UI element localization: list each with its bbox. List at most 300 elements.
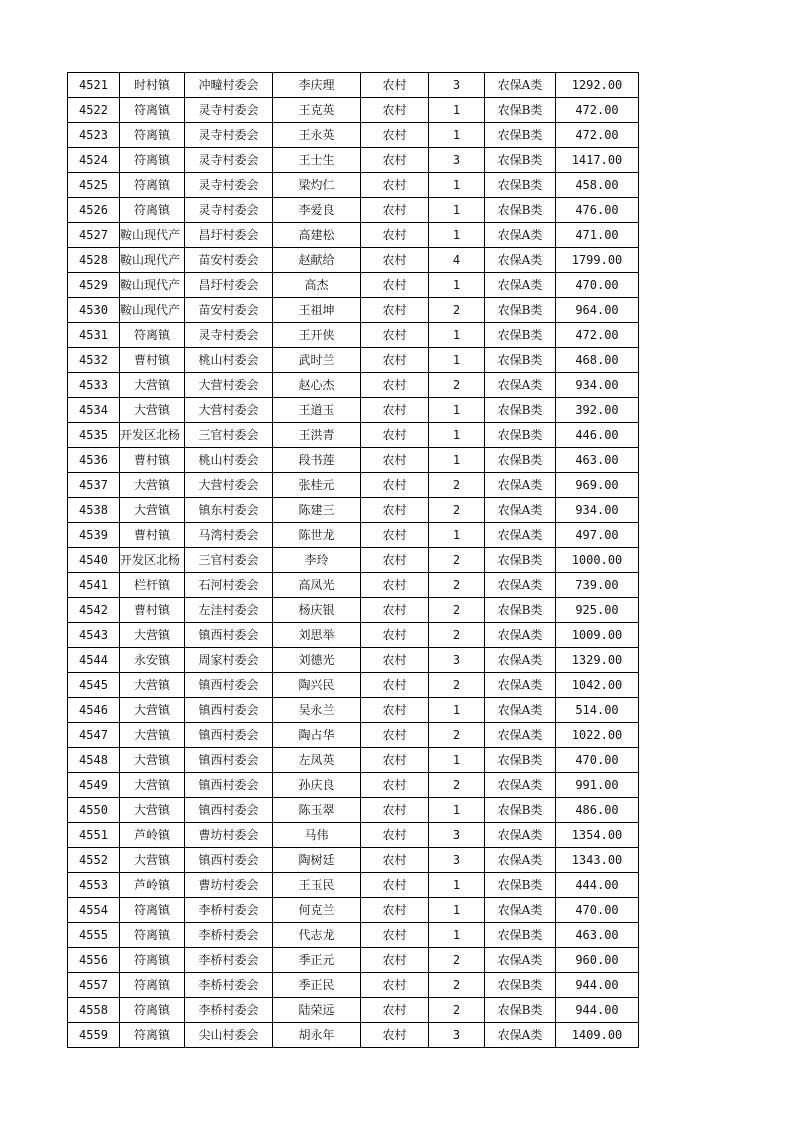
member-count-cell: 4	[429, 248, 485, 273]
person-name-cell: 陈建三	[273, 498, 361, 523]
row-number-cell: 4552	[68, 848, 120, 873]
village-cell: 李桥村委会	[185, 998, 273, 1023]
town-cell: 符离镇	[120, 148, 185, 173]
table-row	[68, 348, 639, 373]
person-name-cell: 左凤英	[273, 748, 361, 773]
household-type-cell: 农村	[361, 823, 429, 848]
village-cell: 灵寺村委会	[185, 148, 273, 173]
table-row	[68, 448, 639, 473]
town-cell: 符离镇	[120, 973, 185, 998]
amount-cell: 470.00	[556, 273, 639, 298]
person-name-cell: 王祖坤	[273, 298, 361, 323]
amount-cell: 497.00	[556, 523, 639, 548]
row-number-cell: 4545	[68, 673, 120, 698]
insurance-category-cell: 农保A类	[485, 673, 556, 698]
household-type-cell: 农村	[361, 373, 429, 398]
row-number-cell: 4547	[68, 723, 120, 748]
table-row	[68, 323, 639, 348]
row-number-cell: 4543	[68, 623, 120, 648]
amount-cell: 944.00	[556, 998, 639, 1023]
town-cell: 大营镇	[120, 773, 185, 798]
insurance-category-cell: 农保B类	[485, 598, 556, 623]
table-row	[68, 773, 639, 798]
table-row	[68, 598, 639, 623]
household-type-cell: 农村	[361, 873, 429, 898]
town-cell: 大营镇	[120, 673, 185, 698]
village-cell: 尖山村委会	[185, 1023, 273, 1048]
household-type-cell: 农村	[361, 148, 429, 173]
insurance-category-cell: 农保B类	[485, 448, 556, 473]
person-name-cell: 季正元	[273, 948, 361, 973]
insurance-category-cell: 农保A类	[485, 948, 556, 973]
insurance-category-cell: 农保A类	[485, 573, 556, 598]
amount-cell: 470.00	[556, 898, 639, 923]
town-cell: 符离镇	[120, 948, 185, 973]
row-number-cell: 4533	[68, 373, 120, 398]
household-type-cell: 农村	[361, 473, 429, 498]
village-cell: 昌圩村委会	[185, 223, 273, 248]
amount-cell: 925.00	[556, 598, 639, 623]
member-count-cell: 3	[429, 148, 485, 173]
village-cell: 大营村委会	[185, 473, 273, 498]
town-cell: 大营镇	[120, 398, 185, 423]
household-type-cell: 农村	[361, 273, 429, 298]
household-type-cell: 农村	[361, 948, 429, 973]
row-number-cell: 4550	[68, 798, 120, 823]
person-name-cell: 王开侠	[273, 323, 361, 348]
member-count-cell: 1	[429, 923, 485, 948]
household-type-cell: 农村	[361, 848, 429, 873]
row-number-cell: 4538	[68, 498, 120, 523]
village-cell: 灵寺村委会	[185, 123, 273, 148]
member-count-cell: 3	[429, 823, 485, 848]
person-name-cell: 陶树廷	[273, 848, 361, 873]
amount-cell: 944.00	[556, 973, 639, 998]
table-row	[68, 798, 639, 823]
town-cell: 符离镇	[120, 173, 185, 198]
village-cell: 桃山村委会	[185, 448, 273, 473]
town-cell: 曹村镇	[120, 598, 185, 623]
town-cell: 开发区北杨	[120, 548, 185, 573]
town-cell: 大营镇	[120, 723, 185, 748]
village-cell: 灵寺村委会	[185, 173, 273, 198]
amount-cell: 991.00	[556, 773, 639, 798]
town-cell: 栏杆镇	[120, 573, 185, 598]
member-count-cell: 2	[429, 598, 485, 623]
member-count-cell: 1	[429, 348, 485, 373]
village-cell: 桃山村委会	[185, 348, 273, 373]
village-cell: 灵寺村委会	[185, 98, 273, 123]
town-cell: 鞍山现代产	[120, 223, 185, 248]
table-row	[68, 473, 639, 498]
person-name-cell: 王洪青	[273, 423, 361, 448]
amount-cell: 964.00	[556, 298, 639, 323]
household-type-cell: 农村	[361, 198, 429, 223]
village-cell: 左洼村委会	[185, 598, 273, 623]
table-row	[68, 748, 639, 773]
village-cell: 苗安村委会	[185, 298, 273, 323]
village-cell: 镇西村委会	[185, 798, 273, 823]
amount-cell: 446.00	[556, 423, 639, 448]
insurance-category-cell: 农保A类	[485, 248, 556, 273]
household-type-cell: 农村	[361, 648, 429, 673]
town-cell: 曹村镇	[120, 448, 185, 473]
table-row	[68, 398, 639, 423]
village-cell: 镇西村委会	[185, 673, 273, 698]
member-count-cell: 3	[429, 848, 485, 873]
table-row	[68, 148, 639, 173]
town-cell: 大营镇	[120, 698, 185, 723]
insurance-category-cell: 农保B类	[485, 798, 556, 823]
town-cell: 大营镇	[120, 748, 185, 773]
amount-cell: 463.00	[556, 448, 639, 473]
row-number-cell: 4557	[68, 973, 120, 998]
member-count-cell: 2	[429, 673, 485, 698]
household-type-cell: 农村	[361, 623, 429, 648]
household-type-cell: 农村	[361, 423, 429, 448]
person-name-cell: 李庆理	[273, 73, 361, 98]
insurance-category-cell: 农保A类	[485, 898, 556, 923]
member-count-cell: 2	[429, 998, 485, 1023]
row-number-cell: 4559	[68, 1023, 120, 1048]
table-row	[68, 623, 639, 648]
amount-cell: 486.00	[556, 798, 639, 823]
village-cell: 灵寺村委会	[185, 198, 273, 223]
person-name-cell: 王克英	[273, 98, 361, 123]
town-cell: 符离镇	[120, 923, 185, 948]
village-cell: 镇西村委会	[185, 748, 273, 773]
village-cell: 李桥村委会	[185, 898, 273, 923]
row-number-cell: 4541	[68, 573, 120, 598]
village-cell: 冲疃村委会	[185, 73, 273, 98]
person-name-cell: 段书莲	[273, 448, 361, 473]
row-number-cell: 4529	[68, 273, 120, 298]
row-number-cell: 4527	[68, 223, 120, 248]
amount-cell: 934.00	[556, 373, 639, 398]
person-name-cell: 刘德光	[273, 648, 361, 673]
table-row	[68, 298, 639, 323]
village-cell: 石河村委会	[185, 573, 273, 598]
amount-cell: 1409.00	[556, 1023, 639, 1048]
member-count-cell: 2	[429, 773, 485, 798]
town-cell: 芦岭镇	[120, 823, 185, 848]
town-cell: 曹村镇	[120, 348, 185, 373]
household-type-cell: 农村	[361, 798, 429, 823]
row-number-cell: 4524	[68, 148, 120, 173]
household-type-cell: 农村	[361, 98, 429, 123]
amount-cell: 444.00	[556, 873, 639, 898]
table-row	[68, 648, 639, 673]
row-number-cell: 4521	[68, 73, 120, 98]
row-number-cell: 4540	[68, 548, 120, 573]
amount-cell: 476.00	[556, 198, 639, 223]
member-count-cell: 2	[429, 298, 485, 323]
member-count-cell: 3	[429, 648, 485, 673]
insurance-category-cell: 农保A类	[485, 1023, 556, 1048]
insurance-category-cell: 农保B类	[485, 548, 556, 573]
member-count-cell: 1	[429, 223, 485, 248]
insurance-category-cell: 农保B类	[485, 148, 556, 173]
amount-cell: 1417.00	[556, 148, 639, 173]
village-cell: 镇东村委会	[185, 498, 273, 523]
village-cell: 苗安村委会	[185, 248, 273, 273]
person-name-cell: 李玲	[273, 548, 361, 573]
row-number-cell: 4523	[68, 123, 120, 148]
village-cell: 曹坊村委会	[185, 823, 273, 848]
household-type-cell: 农村	[361, 398, 429, 423]
insurance-category-cell: 农保A类	[485, 773, 556, 798]
amount-cell: 960.00	[556, 948, 639, 973]
table-row	[68, 723, 639, 748]
member-count-cell: 1	[429, 123, 485, 148]
town-cell: 符离镇	[120, 98, 185, 123]
person-name-cell: 王道玉	[273, 398, 361, 423]
household-type-cell: 农村	[361, 223, 429, 248]
household-type-cell: 农村	[361, 598, 429, 623]
insurance-category-cell: 农保B类	[485, 348, 556, 373]
village-cell: 李桥村委会	[185, 948, 273, 973]
amount-cell: 1000.00	[556, 548, 639, 573]
household-type-cell: 农村	[361, 523, 429, 548]
person-name-cell: 王士生	[273, 148, 361, 173]
table-row	[68, 948, 639, 973]
person-name-cell: 陈玉翠	[273, 798, 361, 823]
amount-cell: 1354.00	[556, 823, 639, 848]
household-type-cell: 农村	[361, 1023, 429, 1048]
town-cell: 鞍山现代产	[120, 273, 185, 298]
member-count-cell: 1	[429, 873, 485, 898]
insurance-category-cell: 农保B类	[485, 923, 556, 948]
row-number-cell: 4548	[68, 748, 120, 773]
member-count-cell: 1	[429, 898, 485, 923]
household-type-cell: 农村	[361, 448, 429, 473]
row-number-cell: 4537	[68, 473, 120, 498]
table-row	[68, 973, 639, 998]
village-cell: 马湾村委会	[185, 523, 273, 548]
village-cell: 大营村委会	[185, 373, 273, 398]
insurance-category-cell: 农保A类	[485, 848, 556, 873]
town-cell: 大营镇	[120, 498, 185, 523]
row-number-cell: 4558	[68, 998, 120, 1023]
household-type-cell: 农村	[361, 973, 429, 998]
person-name-cell: 张桂元	[273, 473, 361, 498]
household-type-cell: 农村	[361, 498, 429, 523]
amount-cell: 472.00	[556, 323, 639, 348]
insurance-category-cell: 农保B类	[485, 398, 556, 423]
town-cell: 时村镇	[120, 73, 185, 98]
member-count-cell: 2	[429, 723, 485, 748]
town-cell: 鞍山现代产	[120, 298, 185, 323]
amount-cell: 1042.00	[556, 673, 639, 698]
row-number-cell: 4551	[68, 823, 120, 848]
village-cell: 李桥村委会	[185, 973, 273, 998]
table-row	[68, 173, 639, 198]
person-name-cell: 陶占华	[273, 723, 361, 748]
town-cell: 曹村镇	[120, 523, 185, 548]
town-cell: 开发区北杨	[120, 423, 185, 448]
row-number-cell: 4542	[68, 598, 120, 623]
household-type-cell: 农村	[361, 348, 429, 373]
person-name-cell: 杨庆银	[273, 598, 361, 623]
village-cell: 镇西村委会	[185, 773, 273, 798]
person-name-cell: 马伟	[273, 823, 361, 848]
person-name-cell: 王玉民	[273, 873, 361, 898]
insurance-category-cell: 农保A类	[485, 273, 556, 298]
row-number-cell: 4553	[68, 873, 120, 898]
member-count-cell: 1	[429, 323, 485, 348]
insurance-category-cell: 农保A类	[485, 498, 556, 523]
insurance-category-cell: 农保A类	[485, 698, 556, 723]
household-type-cell: 农村	[361, 548, 429, 573]
insurance-category-cell: 农保A类	[485, 223, 556, 248]
table-row	[68, 198, 639, 223]
town-cell: 大营镇	[120, 798, 185, 823]
household-type-cell: 农村	[361, 698, 429, 723]
insurance-category-cell: 农保B类	[485, 748, 556, 773]
table-row	[68, 273, 639, 298]
household-type-cell: 农村	[361, 898, 429, 923]
row-number-cell: 4534	[68, 398, 120, 423]
row-number-cell: 4526	[68, 198, 120, 223]
amount-cell: 468.00	[556, 348, 639, 373]
village-cell: 镇西村委会	[185, 623, 273, 648]
member-count-cell: 3	[429, 1023, 485, 1048]
village-cell: 镇西村委会	[185, 848, 273, 873]
town-cell: 鞍山现代产	[120, 248, 185, 273]
member-count-cell: 2	[429, 373, 485, 398]
amount-cell: 1292.00	[556, 73, 639, 98]
member-count-cell: 2	[429, 573, 485, 598]
table-row	[68, 1023, 639, 1048]
member-count-cell: 1	[429, 273, 485, 298]
table-row	[68, 223, 639, 248]
row-number-cell: 4536	[68, 448, 120, 473]
person-name-cell: 高凤光	[273, 573, 361, 598]
amount-cell: 1799.00	[556, 248, 639, 273]
member-count-cell: 2	[429, 948, 485, 973]
household-type-cell: 农村	[361, 998, 429, 1023]
member-count-cell: 1	[429, 698, 485, 723]
insurance-category-cell: 农保A类	[485, 373, 556, 398]
member-count-cell: 2	[429, 548, 485, 573]
town-cell: 符离镇	[120, 123, 185, 148]
amount-cell: 934.00	[556, 498, 639, 523]
row-number-cell: 4556	[68, 948, 120, 973]
town-cell: 大营镇	[120, 623, 185, 648]
amount-cell: 472.00	[556, 123, 639, 148]
row-number-cell: 4539	[68, 523, 120, 548]
person-name-cell: 高杰	[273, 273, 361, 298]
village-cell: 灵寺村委会	[185, 323, 273, 348]
person-name-cell: 吴永兰	[273, 698, 361, 723]
village-cell: 镇西村委会	[185, 723, 273, 748]
town-cell: 永安镇	[120, 648, 185, 673]
amount-cell: 463.00	[556, 923, 639, 948]
household-type-cell: 农村	[361, 573, 429, 598]
person-name-cell: 赵心杰	[273, 373, 361, 398]
table-row	[68, 673, 639, 698]
person-name-cell: 武时兰	[273, 348, 361, 373]
table-row	[68, 73, 639, 98]
town-cell: 大营镇	[120, 373, 185, 398]
household-type-cell: 农村	[361, 73, 429, 98]
town-cell: 符离镇	[120, 998, 185, 1023]
person-name-cell: 赵献给	[273, 248, 361, 273]
village-cell: 昌圩村委会	[185, 273, 273, 298]
data-table	[67, 72, 639, 1048]
town-cell: 符离镇	[120, 323, 185, 348]
person-name-cell: 季正民	[273, 973, 361, 998]
member-count-cell: 1	[429, 748, 485, 773]
household-type-cell: 农村	[361, 323, 429, 348]
table-row	[68, 423, 639, 448]
insurance-category-cell: 农保A类	[485, 823, 556, 848]
village-cell: 李桥村委会	[185, 923, 273, 948]
town-cell: 芦岭镇	[120, 873, 185, 898]
household-type-cell: 农村	[361, 123, 429, 148]
member-count-cell: 1	[429, 198, 485, 223]
household-type-cell: 农村	[361, 723, 429, 748]
person-name-cell: 陆荣远	[273, 998, 361, 1023]
member-count-cell: 1	[429, 173, 485, 198]
person-name-cell: 何克兰	[273, 898, 361, 923]
insurance-category-cell: 农保B类	[485, 298, 556, 323]
town-cell: 符离镇	[120, 198, 185, 223]
insurance-category-cell: 农保B类	[485, 423, 556, 448]
person-name-cell: 梁灼仁	[273, 173, 361, 198]
household-type-cell: 农村	[361, 248, 429, 273]
village-cell: 周家村委会	[185, 648, 273, 673]
table-row	[68, 498, 639, 523]
row-number-cell: 4530	[68, 298, 120, 323]
village-cell: 镇西村委会	[185, 698, 273, 723]
village-cell: 曹坊村委会	[185, 873, 273, 898]
member-count-cell: 1	[429, 523, 485, 548]
household-type-cell: 农村	[361, 773, 429, 798]
insurance-category-cell: 农保A类	[485, 473, 556, 498]
table-row	[68, 373, 639, 398]
person-name-cell: 孙庆良	[273, 773, 361, 798]
table-row	[68, 823, 639, 848]
amount-cell: 472.00	[556, 98, 639, 123]
insurance-category-cell: 农保A类	[485, 523, 556, 548]
table-row	[68, 898, 639, 923]
person-name-cell: 李爱良	[273, 198, 361, 223]
member-count-cell: 1	[429, 798, 485, 823]
row-number-cell: 4544	[68, 648, 120, 673]
table-row	[68, 923, 639, 948]
amount-cell: 471.00	[556, 223, 639, 248]
insurance-category-cell: 农保B类	[485, 173, 556, 198]
village-cell: 三官村委会	[185, 423, 273, 448]
amount-cell: 739.00	[556, 573, 639, 598]
insurance-category-cell: 农保B类	[485, 323, 556, 348]
amount-cell: 969.00	[556, 473, 639, 498]
table-row	[68, 698, 639, 723]
town-cell: 大营镇	[120, 473, 185, 498]
table-row	[68, 848, 639, 873]
insurance-category-cell: 农保A类	[485, 623, 556, 648]
amount-cell: 392.00	[556, 398, 639, 423]
table-row	[68, 123, 639, 148]
amount-cell: 1343.00	[556, 848, 639, 873]
person-name-cell: 王永英	[273, 123, 361, 148]
member-count-cell: 1	[429, 98, 485, 123]
row-number-cell: 4555	[68, 923, 120, 948]
insurance-category-cell: 农保A类	[485, 73, 556, 98]
row-number-cell: 4525	[68, 173, 120, 198]
town-cell: 大营镇	[120, 848, 185, 873]
